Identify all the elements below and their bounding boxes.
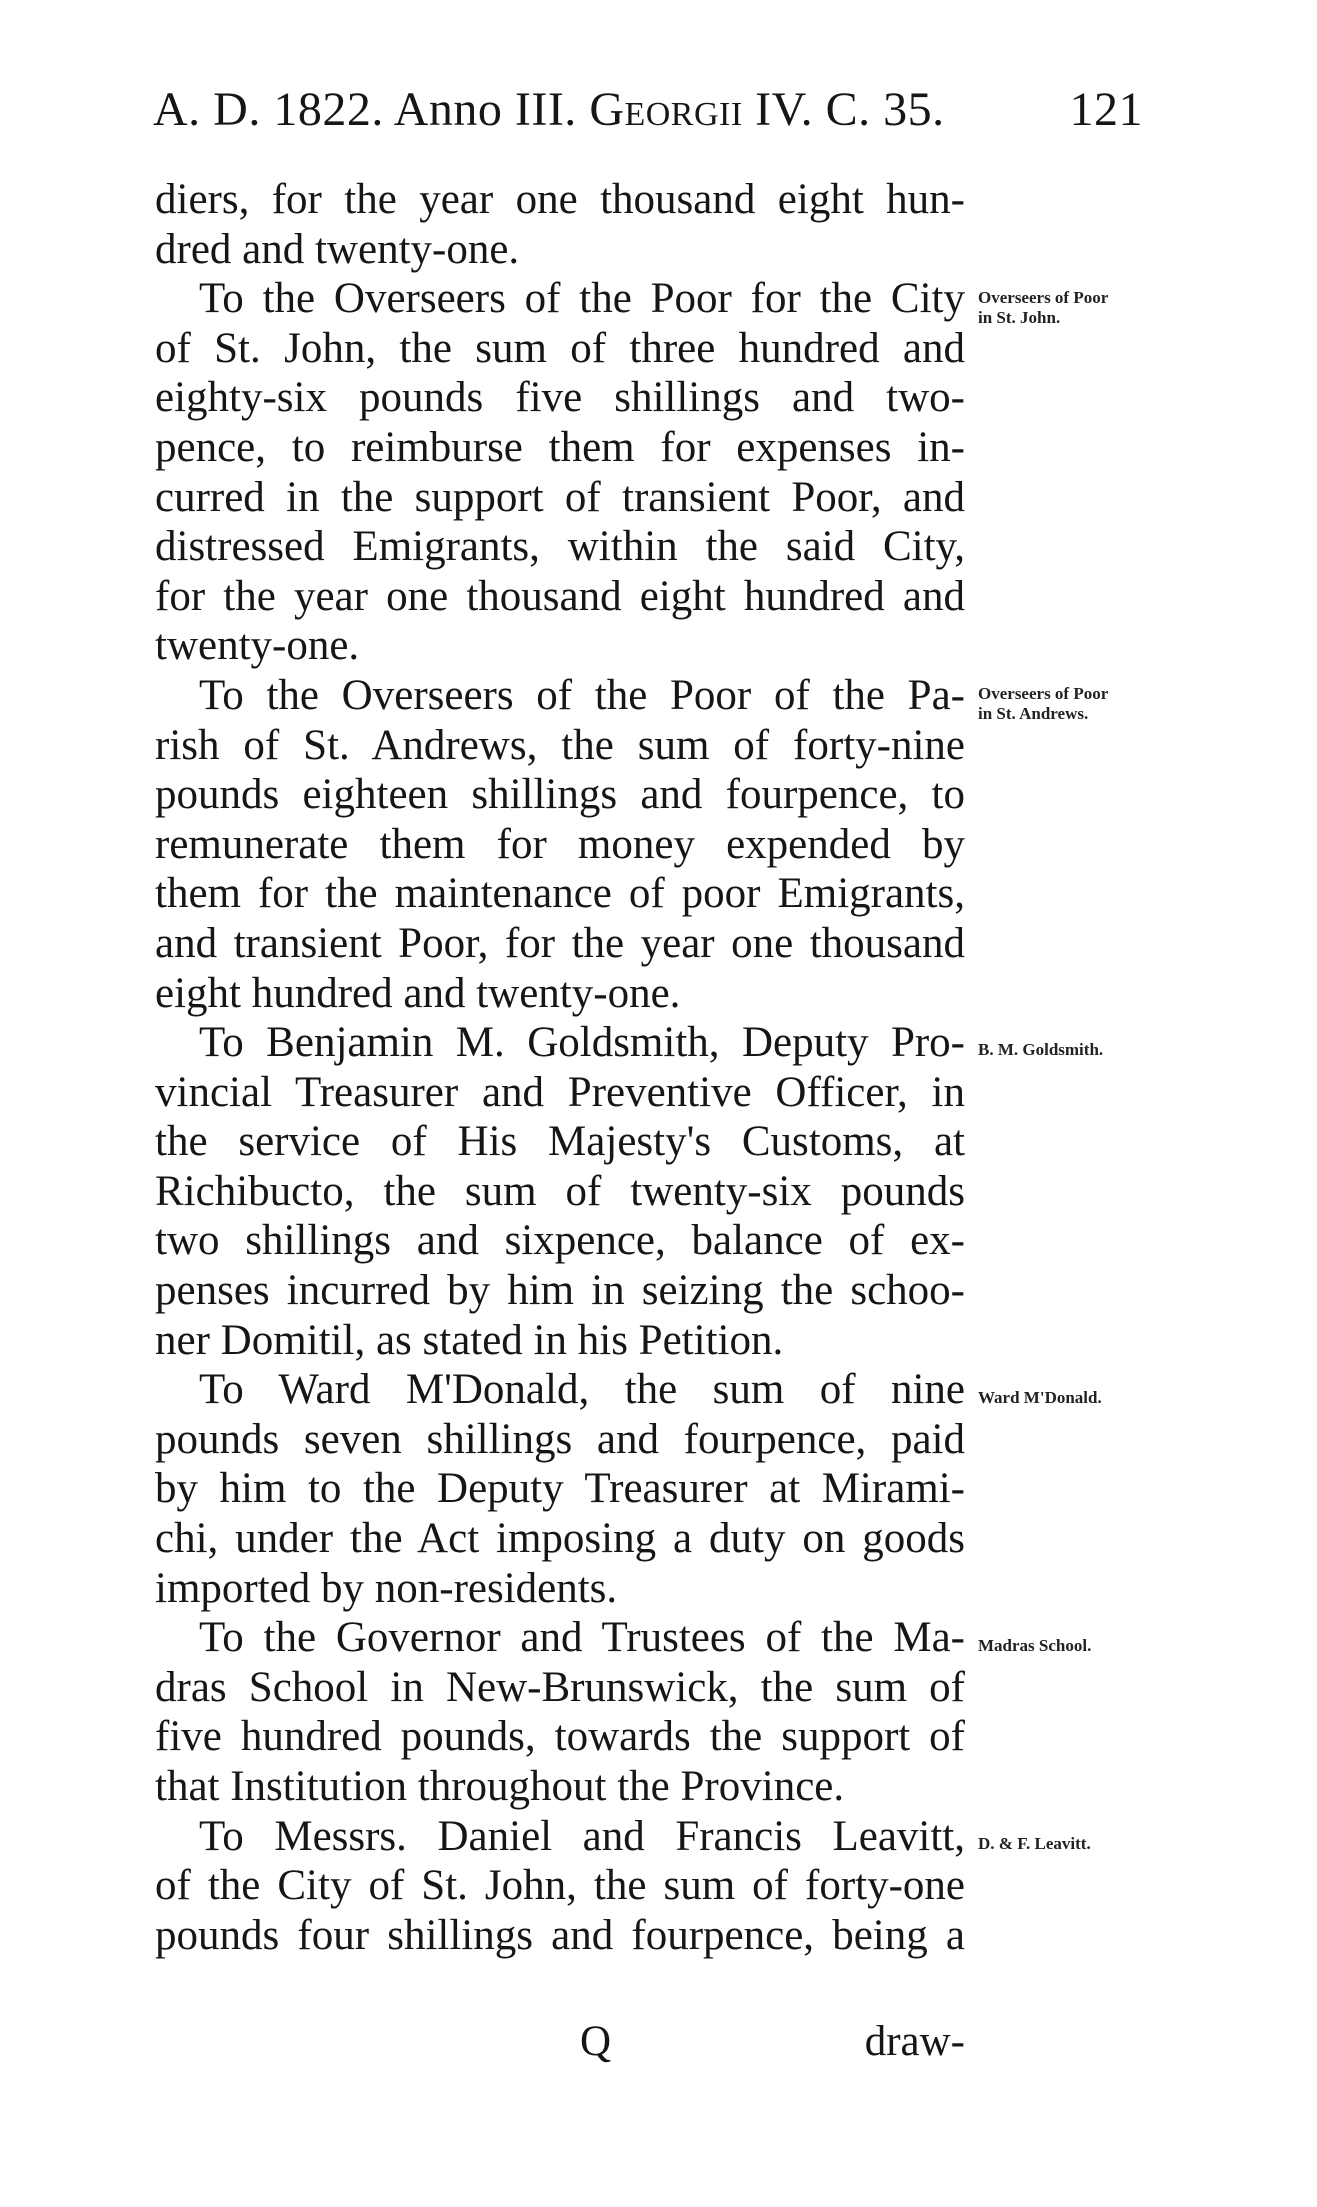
text-line: five hundred pounds, towards the support of: [155, 1713, 965, 1761]
text-line: eighty-six pounds five shillings and two-: [155, 374, 965, 422]
header-monarch: Georgii IV.: [589, 83, 814, 136]
margin-note-line: B. M. Goldsmith.: [978, 1040, 1104, 1059]
text-line: of the City of St. John, the sum of forty-one: [155, 1862, 965, 1910]
text-line: vincial Treasurer and Preventive Officer, in: [155, 1068, 965, 1116]
header-anno: Anno III.: [393, 83, 577, 136]
text-line: diers, for the year one thousand eight hun-: [155, 176, 965, 223]
margin-note-line: in St. Andrews.: [978, 704, 1089, 723]
text-line: To Ward M'Donald, the sum of nine: [199, 1366, 965, 1414]
text-line: and transient Poor, for the year one thousand: [155, 919, 965, 967]
text-line: pounds eighteen shillings and fourpence, to: [155, 771, 965, 819]
text-line: imported by non-residents.: [155, 1564, 618, 1612]
text-line: pounds seven shillings and fourpence, paid: [155, 1415, 965, 1463]
margin-note-overseers-st-andrews: [978, 684, 1168, 724]
text-line: that Institution throughout the Province.: [155, 1763, 845, 1810]
margin-note-line: Overseers of Poor: [978, 288, 1109, 307]
text-line: chi, under the Act imposing a duty on goods: [155, 1515, 965, 1563]
margin-note-mdonald: [978, 1388, 1168, 1408]
header-chapter: C. 35.: [825, 83, 945, 136]
header-citation: [153, 80, 945, 140]
margin-note-overseers-st-john: [978, 288, 1168, 328]
catchword: draw-: [864, 2018, 965, 2065]
text-line: pounds four shillings and fourpence, being a: [155, 1911, 965, 1959]
text-line: To Messrs. Daniel and Francis Leavitt,: [199, 1812, 965, 1860]
margin-note-line: in St. John.: [978, 308, 1061, 327]
text-line: by him to the Deputy Treasurer at Mirami-: [155, 1465, 965, 1513]
margin-note-leavitt: [978, 1834, 1168, 1854]
text-line: for the year one thousand eight hundred and: [155, 572, 965, 620]
page-footer: [580, 2017, 965, 2066]
text-line: distressed Emigrants, within the said City,: [155, 523, 965, 571]
text-line: twenty-one.: [155, 622, 360, 670]
margin-note-line: Ward M'Donald.: [978, 1388, 1102, 1407]
running-header: [153, 80, 1143, 140]
text-line: curred in the support of transient Poor, and: [155, 473, 965, 521]
text-line: To the Overseers of the Poor for the City: [199, 275, 965, 323]
text-line: pence, to reimburse them for expenses in-: [155, 423, 965, 471]
text-line: of St. John, the sum of three hundred and: [155, 324, 965, 372]
signature-mark: Q: [580, 2018, 612, 2065]
margin-note-line: Overseers of Poor: [978, 684, 1109, 703]
text-line: remunerate them for money expended by: [155, 820, 965, 868]
text-line: rish of St. Andrews, the sum of forty-nine: [155, 721, 965, 769]
page-number: 121: [1069, 83, 1143, 136]
text-line: To the Overseers of the Poor of the Pa-: [199, 671, 965, 719]
margin-note-goldsmith: [978, 1040, 1168, 1060]
text-line: dred and twenty-one.: [155, 225, 520, 273]
text-line: the service of His Majesty's Customs, at: [155, 1118, 965, 1166]
text-line: Richibucto, the sum of twenty-six pounds: [155, 1167, 965, 1215]
text-line: them for the maintenance of poor Emigrants,: [155, 870, 965, 918]
text-line: two shillings and sixpence, balance of ex-: [155, 1217, 965, 1265]
text-line: To Benjamin M. Goldsmith, Deputy Pro-: [199, 1019, 965, 1067]
text-line: To the Governor and Trustees of the Ma-: [199, 1614, 965, 1662]
text-line: dras School in New-Brunswick, the sum of: [155, 1663, 965, 1711]
margin-note-madras-school: [978, 1636, 1168, 1656]
body-text: [155, 175, 965, 1960]
text-line: penses incurred by him in seizing the schoo-: [155, 1267, 965, 1315]
text-line: eight hundred and twenty-one.: [155, 969, 681, 1017]
margin-note-line: D. & F. Leavitt.: [978, 1834, 1091, 1853]
text-line: ner Domitil, as stated in his Petition.: [155, 1316, 784, 1364]
margin-note-line: Madras School.: [978, 1636, 1092, 1655]
header-year: A. D. 1822.: [153, 83, 384, 136]
